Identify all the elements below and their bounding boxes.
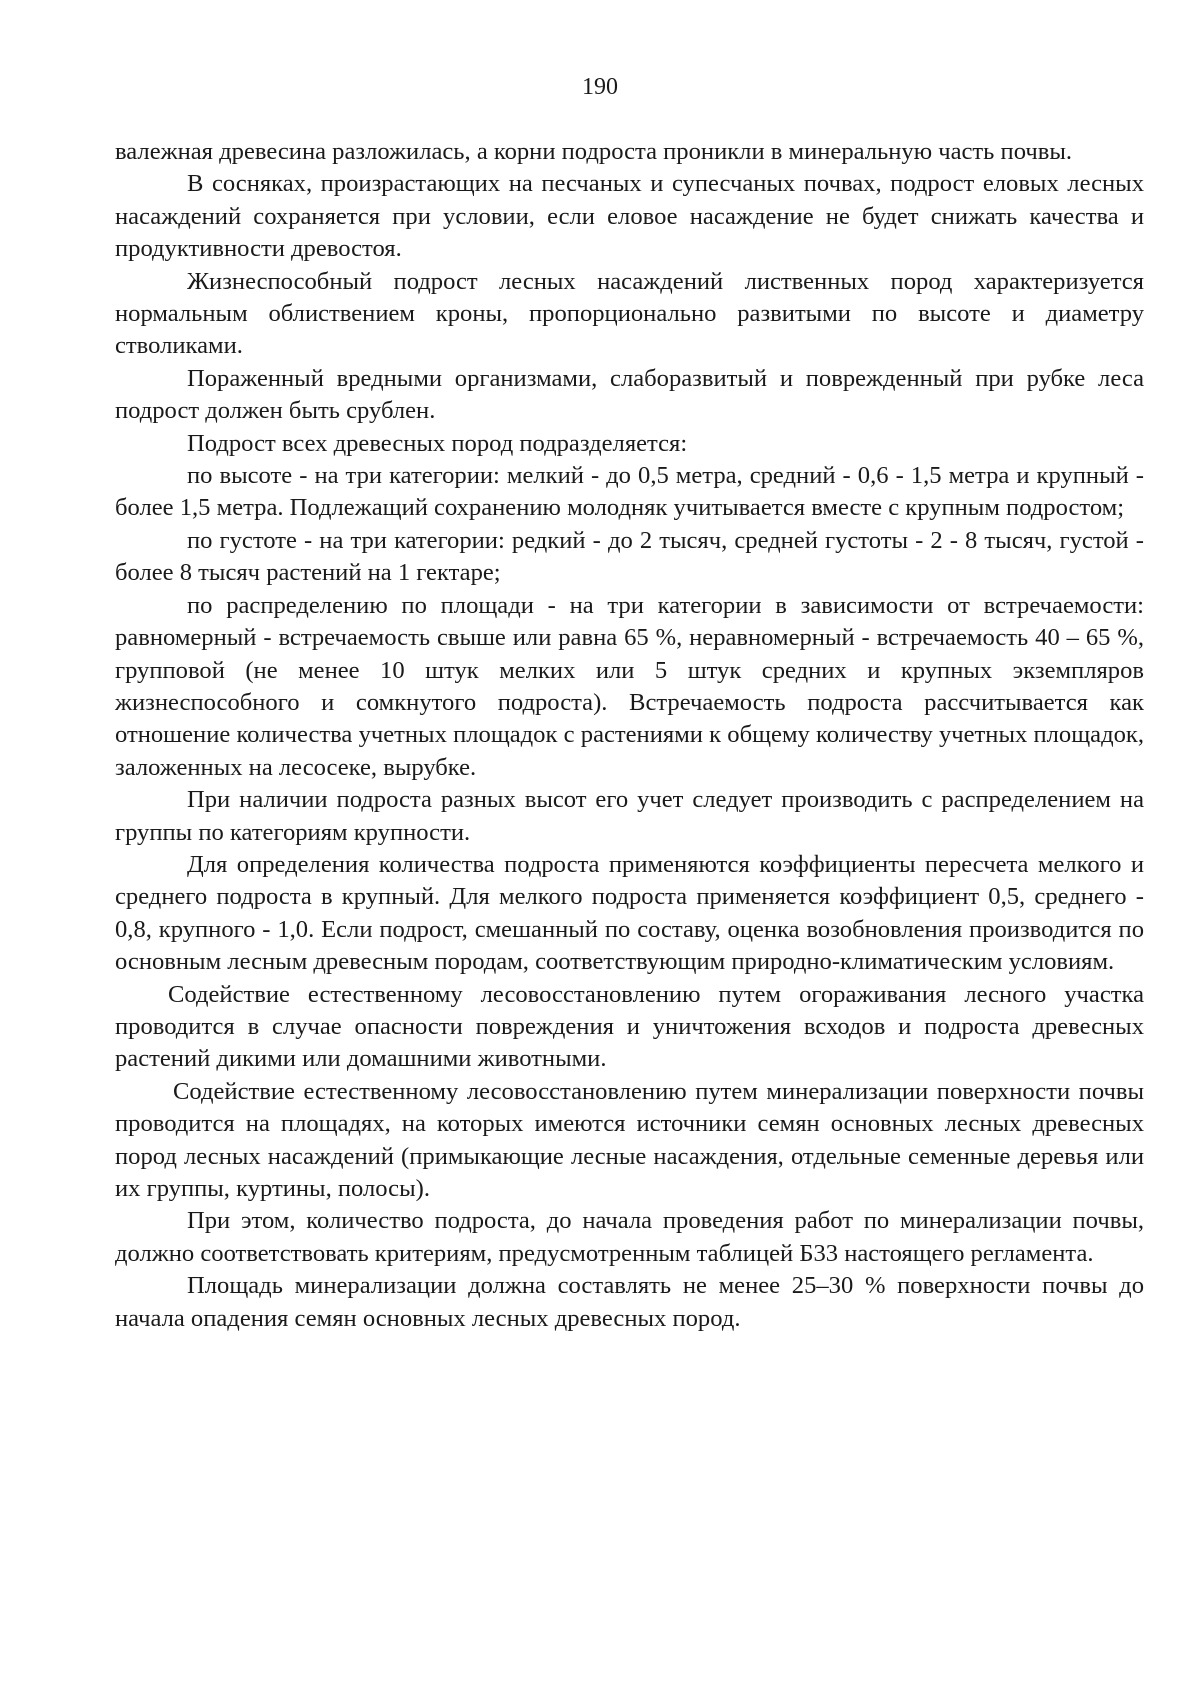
paragraph: по густоте - на три категории: редкий - до 2 тысяч, средней густоты - 2 - 8 тысяч, густой - более 8 тысяч растений на 1 гектаре; xyxy=(115,526,1144,587)
paragraph: Пораженный вредными организмами, слаборазвитый и поврежденный при рубке леса подрост должен быть срублен. xyxy=(115,364,1144,425)
paragraph: валежная древесина разложилась, а корни подроста проникли в минеральную часть почвы. xyxy=(115,138,1073,165)
paragraph: При этом, количество подроста, до начала проведения работ по минерализации почвы, должно соответствовать критериям, предусмотренным таблицей Б33 настоящего регламента. xyxy=(115,1207,1144,1267)
paragraph: В сосняках, произрастающих на песчаных и супесчаных почвах, подрост еловых лесных насаждений сохраняется при условии, если еловое насаждение не будет снижать качества и продуктивности древостоя. xyxy=(115,170,1144,263)
paragraph: Жизнеспособный подрост лесных насаждений лиственных пород характеризуется нормальным облиствением кроны, пропорционально развитыми по высоте и диаметру стволиками. xyxy=(115,267,1144,360)
paragraph: Площадь минерализации должна составлять не менее 25–30 % поверхности почвы до начала опадения семян основных лесных древесных пород. xyxy=(115,1272,1144,1332)
paragraph: по распределению по площади - на три категории в зависимости от встречаемости: равномерный - встречаемость свыше или равна 65 %, неравномерный - встречаемость 40 – 65 %, групповой (не менее 10 штук мелких или 5 штук средних и крупных экземпляров жизнеспособного и сомкнутого подроста). Встречаемость подроста рассчитывается как отношение количества учетных площадок с растениями к общему количеству учетных площадок, заложенных на лесосеке, вырубке. xyxy=(115,591,1144,781)
paragraph: Содействие естественному лесовосстановлению путем огораживания лесного участка проводится в случае опасности повреждения и уничтожения всходов и подроста древесных растений дикими или домашними животными. xyxy=(115,980,1144,1073)
paragraph: Содействие естественному лесовосстановлению путем минерализации поверхности почвы проводится на площадях, на которых имеются источники семян основных лесных древесных пород лесных насаждений (примыкающие лесные насаждения, отдельные семенные деревья или их группы, куртины, полосы). xyxy=(115,1077,1144,1202)
paragraph: При наличии подроста разных высот его учет следует производить с распределением на группы по категориям крупности. xyxy=(115,786,1144,846)
paragraph: по высоте - на три категории: мелкий - до 0,5 метра, средний - 0,6 - 1,5 метра и крупный - более 1,5 метра. Подлежащий сохранению молодняк учитывается вместе с крупным подростом; xyxy=(115,462,1144,522)
paragraph: Для определения количества подроста применяются коэффициенты пересчета мелкого и среднего подроста в крупный. Для мелкого подроста применяется коэффициент 0,5, среднего - 0,8, крупного - 1,0. Если подрост, смешанный по составу, оценка возобновления производится по основным лесным древесным породам, соответствующим природно-климатическим условиям. xyxy=(115,850,1144,976)
document-body xyxy=(115,136,1144,1335)
paragraph: Подрост всех древесных пород подразделяется: xyxy=(187,429,688,457)
page-number: 190 xyxy=(582,74,618,100)
